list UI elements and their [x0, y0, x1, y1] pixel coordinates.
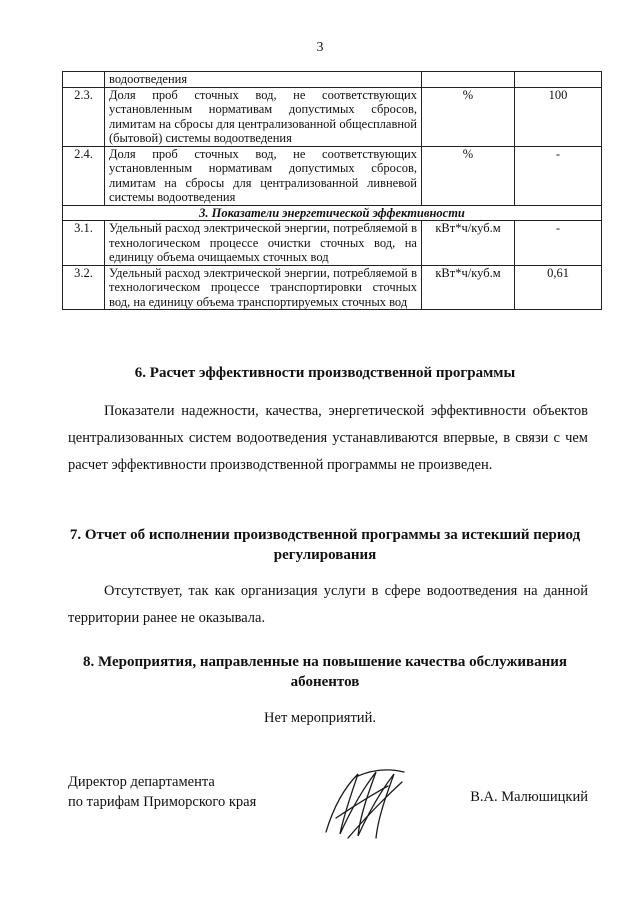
row-number: 2.3.: [63, 87, 105, 146]
table-row: [63, 72, 602, 88]
row-number: 3.1.: [63, 221, 105, 266]
row-unit: кВт*ч/куб.м: [422, 265, 515, 310]
section-title: 3. Показатели энергетической эффективности: [63, 205, 602, 221]
section-6-title: 6. Расчет эффективности производственной программы: [134, 365, 516, 381]
row-description: Доля проб сточных вод, не соответствующих установленным нормативам допустимых сбросов, лимитам на сбросы для централизованной ливневой системы водоотведения: [105, 146, 422, 205]
row-description: Удельный расход электрической энергии, потребляемой в технологическом процессе транспортировки сточных вод, на единицу объема транспортируемых сточных вод: [105, 265, 422, 310]
signatory-position: [68, 772, 256, 812]
row-number: [63, 72, 105, 88]
row-description: водоотведения: [105, 72, 422, 88]
row-value: [515, 72, 602, 88]
position-line-1: Директор департамента: [68, 774, 215, 790]
indicators-table: [62, 71, 602, 310]
row-value: -: [515, 146, 602, 205]
section-7-title: 7. Отчет об исполнении производственной программы за истекший период регулирования: [69, 527, 581, 563]
position-line-2: по тарифам Приморского края: [68, 794, 257, 810]
section-7-text-body: Отсутствует, так как организация услуги в сфере водоотведения на данной территории ранее не оказывала.: [68, 583, 588, 626]
row-value: 0,61: [515, 265, 602, 310]
section-6-text: [68, 398, 588, 479]
row-number: 3.2.: [63, 265, 105, 310]
row-value: 100: [515, 87, 602, 146]
table-row: [63, 221, 602, 266]
table-row: [63, 87, 602, 146]
table-section-row: [63, 205, 602, 221]
section-8-title: 8. Мероприятия, направленные на повышение качества обслуживания абонентов: [82, 654, 567, 690]
handwritten-signature: [318, 762, 413, 842]
row-unit: [422, 72, 515, 88]
row-number: 2.4.: [63, 146, 105, 205]
row-description: Удельный расход электрической энергии, потребляемой в технологическом процессе очистки сточных вод, на единицу объема очищаемых сточных вод: [105, 221, 422, 266]
section-8-text: Нет мероприятий.: [264, 710, 376, 726]
row-unit: %: [422, 146, 515, 205]
row-unit: кВт*ч/куб.м: [422, 221, 515, 266]
table-row: [63, 265, 602, 310]
section-7-text: [68, 578, 588, 632]
row-unit: %: [422, 87, 515, 146]
row-description: Доля проб сточных вод, не соответствующих установленным нормативам допустимых сбросов, лимитам на сбросы для централизованной общесплавной (бытовой) системы водоотведения: [105, 87, 422, 146]
signatory-name: В.А. Малюшицкий: [470, 789, 588, 805]
table-row: [63, 146, 602, 205]
page-number: 3: [316, 40, 324, 55]
section-6-text-body: Показатели надежности, качества, энергетической эффективности объектов централизованных систем водоотведения устанавливаются впервые, в связи с чем расчет эффективности производственной программы не произведен.: [68, 403, 588, 473]
row-value: -: [515, 221, 602, 266]
